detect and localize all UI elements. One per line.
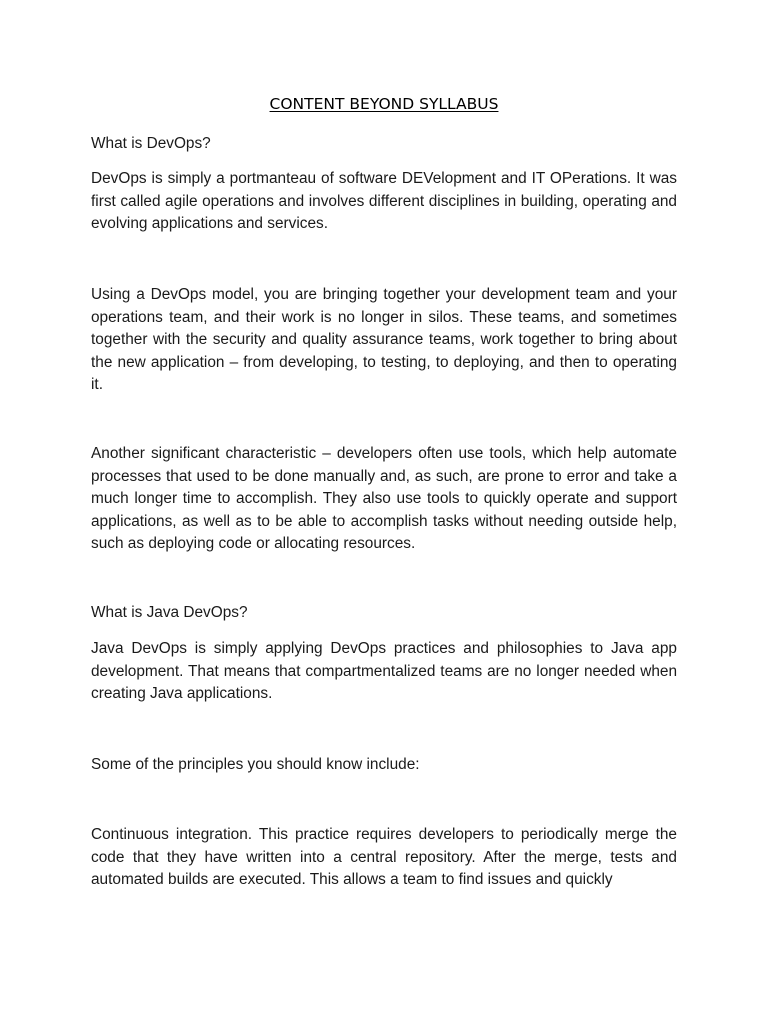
page-title: CONTENT BEYOND SYLLABUS: [269, 95, 499, 113]
question-heading-java-devops: What is Java DevOps?: [91, 604, 248, 621]
paragraph-principles-intro: Some of the principles you should know include:: [91, 756, 420, 773]
paragraph-devops-definition: DevOps is simply a portmanteau of software DEVelopment and IT OPerations. It was first called agile operations and involves different disciplines in building, operating and evolving applications and services.: [91, 170, 677, 233]
paragraph-continuous-integration: Continuous integration. This practice requires developers to periodically merge the code that they have written into a central repository. After the merge, tests and automated builds are executed. This allows a team to find issues and quickly: [91, 826, 677, 889]
question-heading-devops: What is DevOps?: [91, 135, 211, 152]
paragraph-devops-model: Using a DevOps model, you are bringing together your development team and your operations team, and their work is no longer in silos. These teams, and sometimes together with the security and quality assurance teams, work together to bring about the new application – from developing, to testing, to deploying, and then to operating it.: [91, 286, 677, 394]
paragraph-java-devops: Java DevOps is simply applying DevOps practices and philosophies to Java app development. That means that compartmentalized teams are no longer needed when creating Java applications.: [91, 640, 677, 703]
paragraph-characteristic: Another significant characteristic – developers often use tools, which help automate processes that used to be done manually and, as such, are prone to error and take a much longer time to accomplish. They also use tools to quickly operate and support applications, as well as to be able to accomplish tasks without needing outside help, such as deploying code or allocating resources.: [91, 445, 677, 553]
